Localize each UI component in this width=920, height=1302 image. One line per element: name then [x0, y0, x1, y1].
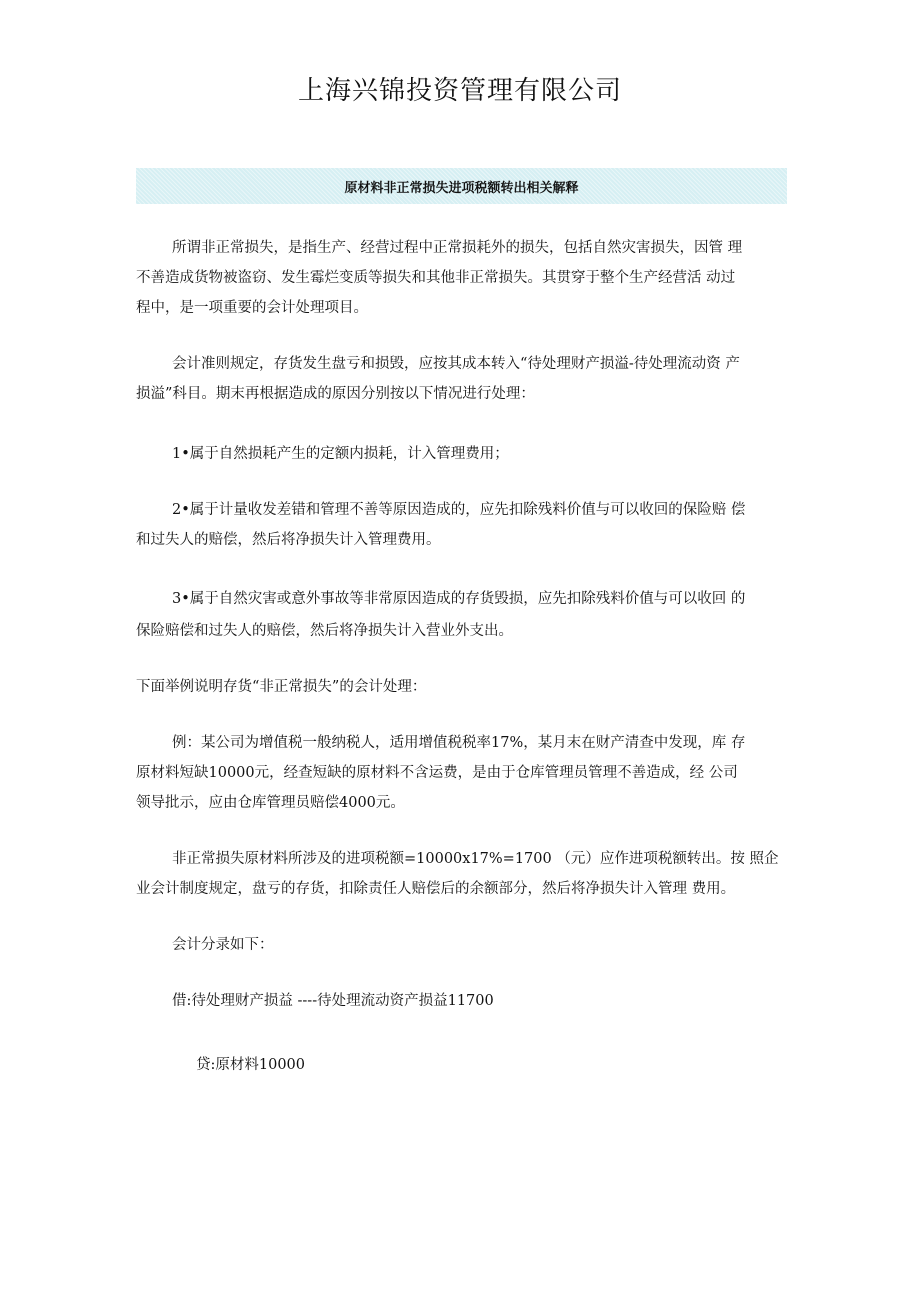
paragraph-line: 非正常损失原材料所涉及的进项税额=10000x17%=1700 （元）应作进项税额转出。按 照企 [172, 851, 779, 867]
journal-entry-credit: 贷:原材料10000 [196, 1057, 306, 1073]
paragraph-line: 保险赔偿和过失人的赔偿，然后将净损失计入营业外支出。 [136, 623, 513, 639]
paragraph-line: 会计分录如下： [172, 937, 274, 953]
paragraph-line: 所谓非正常损失，是指生产、经营过程中正常损耗外的损失，包括自然灾害损失，因管 理 [172, 240, 743, 256]
paragraph-line: 程中，是一项重要的会计处理项目。 [136, 300, 368, 316]
paragraph-line: 和过失人的赔偿，然后将净损失计入管理费用。 [136, 532, 441, 548]
paragraph-line: 会计准则规定，存货发生盘亏和损毁，应按其成本转入“待处理财产损溢-待处理流动资 产 [172, 356, 740, 372]
journal-entry-debit: 借:待处理财产损益 ----待处理流动资产损益11700 [172, 993, 494, 1009]
paragraph-line: 下面举例说明存货“非正常损失”的会计处理： [136, 679, 427, 695]
section-heading: 原材料非正常损失进项税额转出相关解释 [344, 180, 579, 196]
list-item: 2•属于计量收发差错和管理不善等原因造成的，应先扣除残料价值与可以收回的保险赔 偿 [172, 502, 746, 518]
list-item: 1•属于自然损耗产生的定额内损耗，计入管理费用； [172, 446, 509, 462]
list-item: 3•属于自然灾害或意外事故等非常原因造成的存货毁损，应先扣除残料价值与可以收回 的 [172, 591, 746, 607]
paragraph-line: 原材料短缺10000元，经查短缺的原材料不含运费，是由于仓库管理员管理不善造成，经 公司 [136, 765, 738, 781]
company-title: 上海兴锦投资管理有限公司 [297, 76, 622, 106]
paragraph-line: 损溢”科目。期末再根据造成的原因分别按以下情况进行处理： [136, 386, 535, 402]
paragraph-line: 不善造成货物被盗窃、发生霉烂变质等损失和其他非正常损失。其贯穿于整个生产经营活 动过 [136, 270, 736, 286]
paragraph-line: 领导批示，应由仓库管理员赔偿4000元。 [136, 795, 405, 811]
paragraph-line: 例：某公司为增值税一般纳税人，适用增值税税率17%，某月末在财产清查中发现，库 存 [172, 735, 746, 751]
paragraph-line: 业会计制度规定，盘亏的存货，扣除责任人赔偿后的余额部分，然后将净损失计入管理 费用。 [136, 881, 736, 897]
section-heading-band [136, 168, 787, 204]
